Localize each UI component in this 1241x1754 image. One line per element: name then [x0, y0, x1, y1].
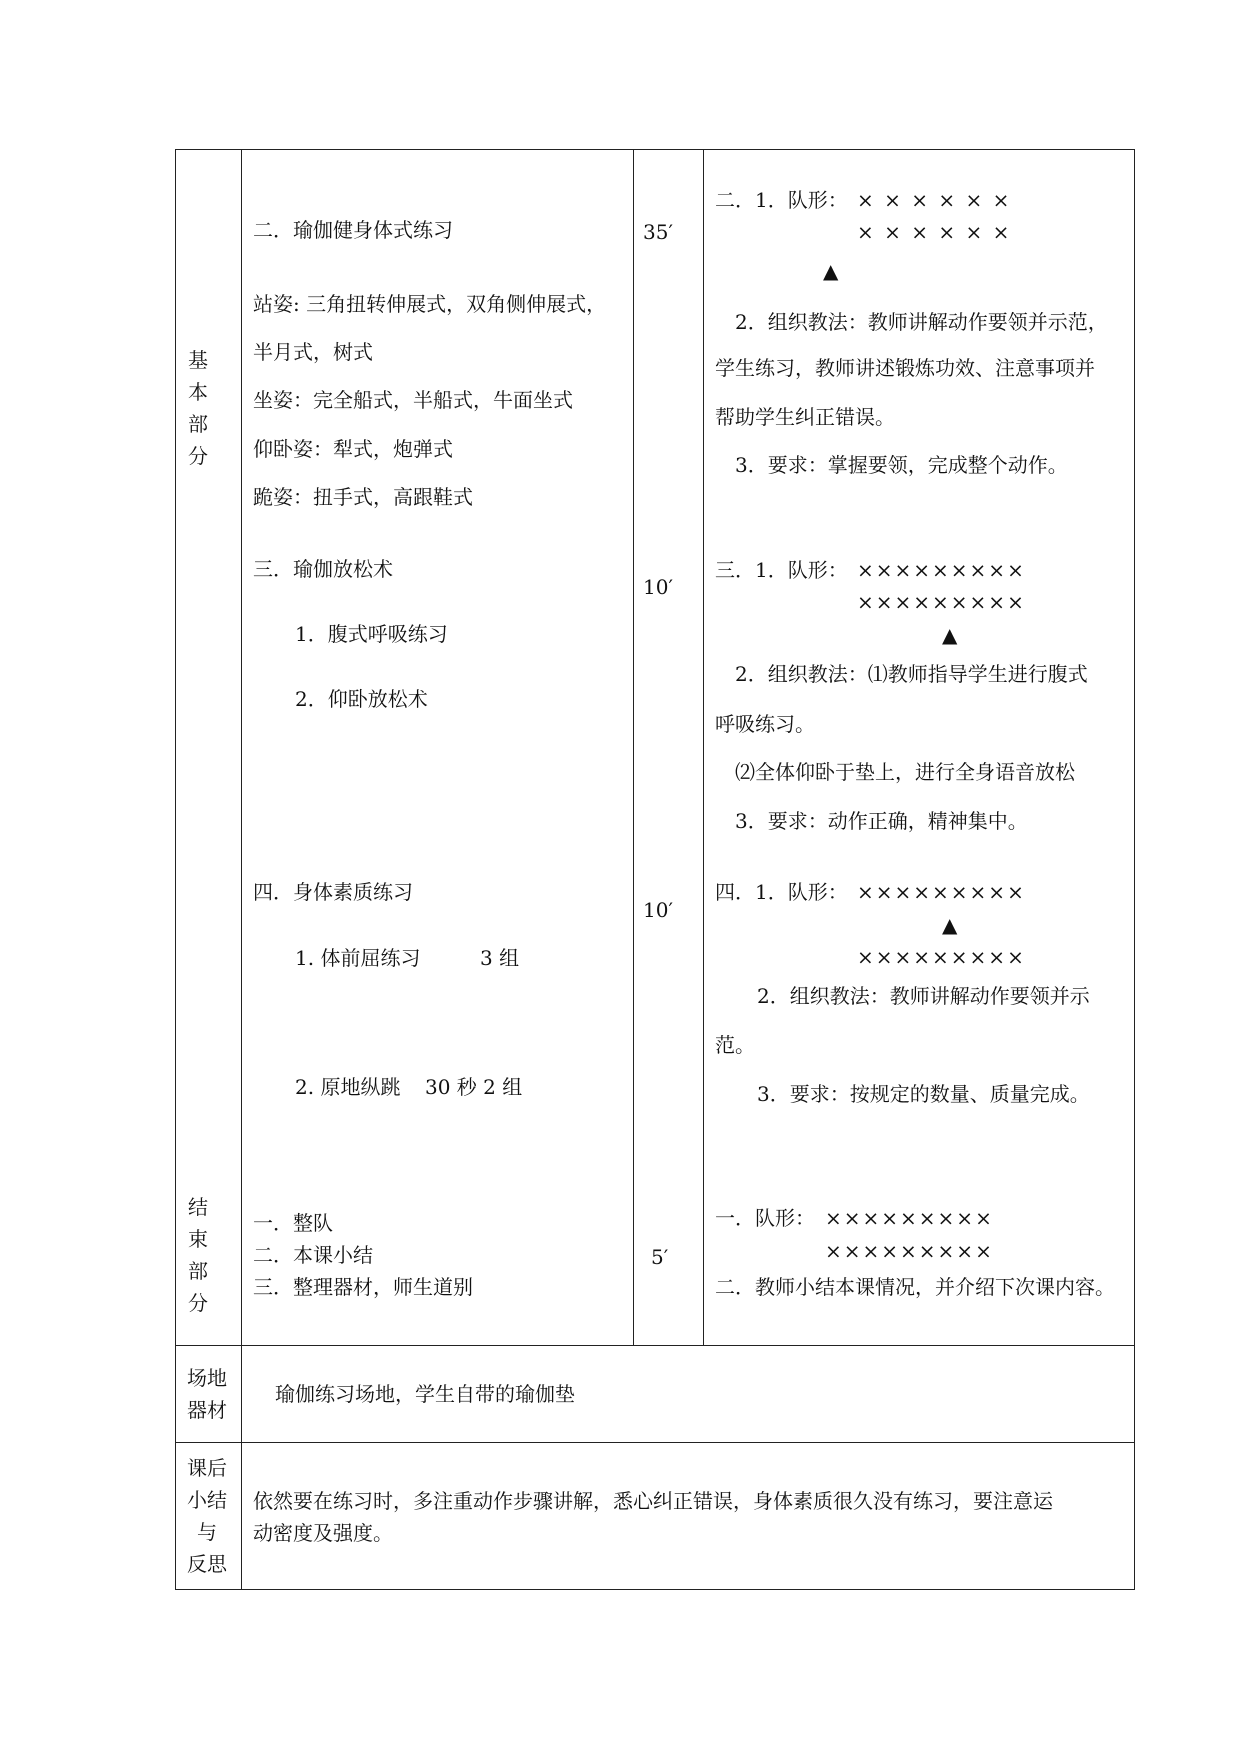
reflection-label-line3: 与 — [197, 1520, 217, 1544]
end-formation-prefix: 一．队形： — [715, 1206, 815, 1230]
part3-item2: 2．仰卧放松术 — [295, 687, 428, 711]
part2-heading: 二．瑜伽健身体式练习 — [253, 218, 453, 242]
part4-heading: 四．身体素质练习 — [253, 880, 413, 904]
part4-item2-sets: 30 秒 2 组 — [425, 1075, 523, 1099]
venue-label-line1: 场地 — [187, 1366, 227, 1390]
part4-time: 10′ — [643, 898, 673, 922]
part2-method-line2: 学生练习，教师讲述锻炼功效、注意事项并 — [715, 356, 1095, 380]
venue-label-line2: 器材 — [187, 1398, 227, 1422]
table-right-border — [1134, 149, 1135, 1590]
part2-standing-line2: 半月式，树式 — [253, 340, 373, 364]
part2-teacher-mark: ▲ — [823, 259, 839, 283]
end-section-label: 结束部分 — [188, 1195, 208, 1315]
part4-requirement: 3．要求：按规定的数量、质量完成。 — [757, 1082, 1090, 1106]
part4-item2: 2. 原地纵跳 — [295, 1075, 401, 1099]
reflection-content-line1: 依然要在练习时，多注重动作步骤讲解，悉心纠正错误，身体素质很久没有练习，要注意运 — [253, 1489, 1053, 1513]
end-formation-row1: ××××××××× — [825, 1206, 994, 1230]
part3-method-line2: 呼吸练习。 — [715, 712, 815, 736]
end-formation-row2: ××××××××× — [825, 1239, 994, 1263]
part4-item1-sets: 3 组 — [480, 946, 520, 970]
reflection-label-line4: 反思 — [187, 1552, 227, 1576]
part2-formation-prefix: 二．1．队形： — [715, 188, 848, 212]
part4-formation-row1: ××××××××× — [857, 880, 1026, 904]
part2-kneeling: 跪姿：扭手式，高跟鞋式 — [253, 485, 473, 509]
label-column-divider — [241, 149, 242, 1590]
end-time: 5′ — [651, 1245, 669, 1269]
table-top-border — [175, 149, 1135, 150]
part2-formation-row1: × × × × × × — [857, 188, 1012, 212]
part3-heading: 三．瑜伽放松术 — [253, 557, 393, 581]
part3-item1: 1．腹式呼吸练习 — [295, 622, 448, 646]
time-column-divider — [703, 149, 704, 1345]
part4-teacher-mark: ▲ — [942, 913, 958, 937]
end-item3: 三．整理器材，师生道别 — [253, 1275, 473, 1299]
venue-content: 瑜伽练习场地，学生自带的瑜伽垫 — [275, 1382, 575, 1406]
end-item1: 一．整队 — [253, 1211, 333, 1235]
part4-item1: 1. 体前屈练习 — [295, 946, 421, 970]
table-bottom-border — [175, 1589, 1135, 1590]
part2-time: 35′ — [643, 220, 673, 244]
part2-sitting: 坐姿：完全船式，半船式，牛面坐式 — [253, 388, 573, 412]
part2-method-line1: 2．组织教法：教师讲解动作要领并示范， — [735, 310, 1108, 334]
reflection-label-line2: 小结 — [187, 1488, 227, 1512]
part2-method-line3: 帮助学生纠正错误。 — [715, 405, 895, 429]
part3-requirement: 3．要求：动作正确，精神集中。 — [735, 809, 1028, 833]
table-left-border — [175, 149, 176, 1590]
part4-formation-prefix: 四．1．队形： — [715, 880, 848, 904]
end-item2: 二．本课小结 — [253, 1243, 373, 1267]
row-divider-reflection — [175, 1442, 1135, 1443]
part3-formation-row2: ××××××××× — [857, 590, 1026, 614]
reflection-content-line2: 动密度及强度。 — [253, 1521, 393, 1545]
part4-method-line1: 2．组织教法：教师讲解动作要领并示 — [757, 984, 1090, 1008]
basic-section-label: 基本部分 — [188, 348, 208, 468]
reflection-label-line1: 课后 — [187, 1456, 227, 1480]
end-summary: 二．教师小结本课情况，并介绍下次课内容。 — [715, 1275, 1115, 1299]
part2-requirement: 3．要求：掌握要领，完成整个动作。 — [735, 453, 1068, 477]
part3-method-line3: ⑵全体仰卧于垫上，进行全身语音放松 — [735, 760, 1075, 784]
part4-formation-row2: ××××××××× — [857, 945, 1026, 969]
part2-standing-line1: 站姿: 三角扭转伸展式，双角侧伸展式， — [253, 292, 607, 316]
part2-supine: 仰卧姿：犁式，炮弹式 — [253, 437, 453, 461]
part3-method-line1: 2．组织教法：⑴教师指导学生进行腹式 — [735, 662, 1088, 686]
part4-method-line2: 范。 — [715, 1033, 755, 1057]
part3-teacher-mark: ▲ — [942, 623, 958, 647]
part3-formation-row1: ××××××××× — [857, 558, 1026, 582]
part3-time: 10′ — [643, 575, 673, 599]
row-divider-venue — [175, 1345, 1135, 1346]
part2-formation-row2: × × × × × × — [857, 220, 1012, 244]
part3-formation-prefix: 三．1．队形： — [715, 558, 848, 582]
content-column-divider — [633, 149, 634, 1345]
